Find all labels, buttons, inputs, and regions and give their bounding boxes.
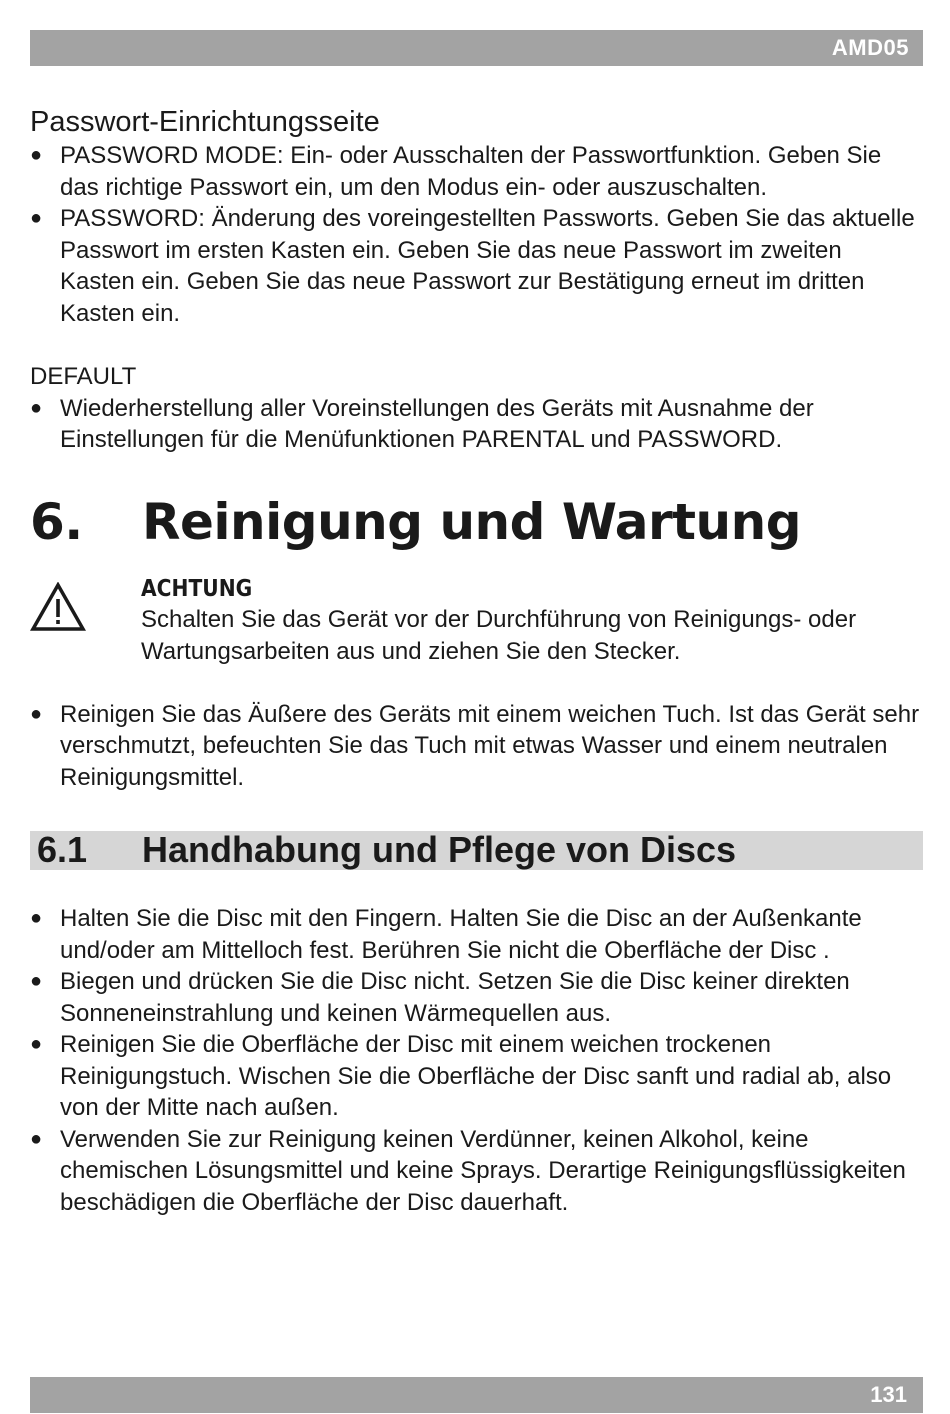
chapter-number: 6.: [30, 492, 83, 551]
bullet-icon: ●: [30, 970, 43, 992]
list-item: ● Reinigen Sie das Äußere des Geräts mit einem weichen Tuch. Ist das Gerät sehr verschmutzt, befeuchten Sie das Tuch mit etwas Wasser und einem neutralen Reinigungsmittel.: [30, 700, 920, 791]
list-item: ● Reinigen Sie die Oberfläche der Disc mit einem weichen trockenen Reinigungstuch. Wischen Sie die Oberfläche der Disc sanft und radial ab, also von der Mitte nach außen.: [30, 1031, 892, 1121]
list-item: ● Halten Sie die Disc mit den Fingern. Halten Sie die Disc an der Außenkante und/oder am Mittelloch fest. Berühren Sie nicht die Oberfläche der Disc .: [30, 905, 862, 964]
bullet-icon: ●: [30, 1033, 43, 1055]
list-item: ● Wiederherstellung aller Voreinstellungen des Geräts mit Ausnahme der Einstellungen für die Menüfunktionen PARENTAL und PASSWORD.: [30, 394, 814, 453]
bullet-icon: ●: [30, 907, 43, 929]
bullet-icon: ●: [30, 1127, 43, 1150]
warning-title: ACHTUNG: [141, 575, 253, 602]
chapter-heading: [30, 492, 923, 552]
bullet-icon: ●: [30, 396, 43, 419]
footer-bar: [30, 1377, 923, 1413]
section-title: Handhabung und Pflege von Discs: [142, 829, 737, 870]
warning-box: [30, 574, 923, 668]
warning-text: Schalten Sie das Gerät vor der Durchführung von Reinigungs- oder Wartungsarbeiten aus und ziehen Sie den Stecker.: [141, 605, 857, 665]
bullet-icon: ●: [30, 144, 43, 166]
list-item: ● PASSWORD: Änderung des voreingestellten Passworts. Geben Sie das aktuelle Passwort im ersten Kasten ein. Geben Sie das neue Passwort im zweiten Kasten ein. Geben Sie das neue Passwort zur Bestätigung erneut im dritten Kasten ein.: [30, 205, 915, 327]
cleaning-list: [30, 699, 923, 794]
bullet-icon: ●: [30, 207, 43, 229]
section-number: 6.1: [37, 829, 88, 870]
section-heading: [30, 831, 923, 870]
bullet-icon: ●: [30, 702, 43, 725]
list-item: ● PASSWORD MODE: Ein- oder Ausschalten der Passwortfunktion. Geben Sie das richtige Passwort ein, um den Modus ein- oder auszuschalten.: [30, 142, 882, 201]
default-label: DEFAULT: [30, 363, 137, 390]
password-section-title: Passwort-Einrichtungsseite: [30, 106, 380, 138]
list-item: ● Biegen und drücken Sie die Disc nicht. Setzen Sie die Disc keiner direkten Sonneneinstrahlung und keinen Wärmequellen aus.: [30, 968, 850, 1027]
page-number: 131: [870, 1382, 907, 1407]
page-content: [30, 104, 923, 1218]
warning-icon: [30, 582, 86, 632]
disc-list: [30, 903, 923, 1218]
password-list: [30, 140, 923, 329]
chapter-title: Reinigung und Wartung: [142, 492, 802, 551]
default-list: [30, 393, 923, 456]
model-label: AMD05: [831, 35, 909, 60]
header-bar: [30, 30, 923, 66]
list-item: ● Verwenden Sie zur Reinigung keinen Verdünner, keinen Alkohol, keine chemischen Lösungsmittel und keine Sprays. Derartige Reinigungsflüssigkeiten beschädigen die Oberfläche der Disc dauerhaft.: [30, 1125, 906, 1216]
